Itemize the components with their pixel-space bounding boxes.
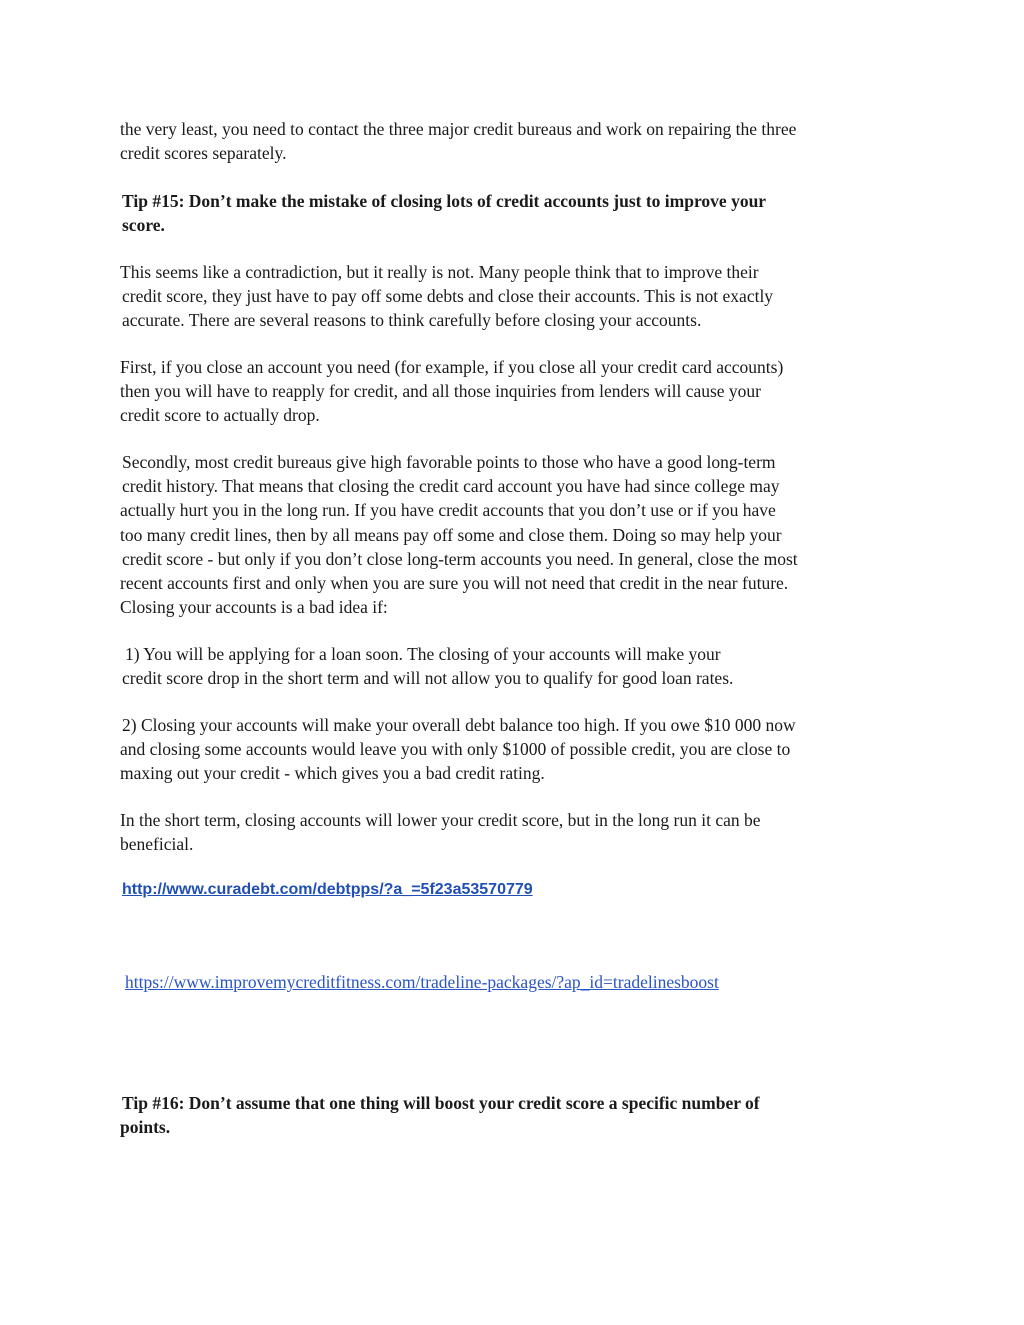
text-line: credit score, they just have to pay off some debts and close their accounts. This is not exactly [122,286,774,307]
text-line: In the short term, closing accounts will lower your credit score, but in the long run it can be [120,810,761,830]
list-item-1 [120,642,910,690]
list-item-2 [120,713,910,786]
paragraph-secondly [120,450,910,619]
heading-line: Tip #15: Don’t make the mistake of closing lots of credit accounts just to improve your [122,191,767,211]
text-line: 2) Closing your accounts will make your overall debt balance too high. If you owe $10 000 now [122,715,796,735]
paragraph-first [120,355,910,428]
text-line: the very least, you need to contact the three major credit bureaus and work on repairing the three [120,119,797,139]
text-line: recent accounts first and only when you are sure you will not need that credit in the near future. [120,573,789,594]
text-line: Secondly, most credit bureaus give high favorable points to those who have a good long-term [122,452,776,472]
tip15-heading [122,189,912,237]
intro-paragraph [120,117,910,165]
paragraph-contradiction [120,260,910,333]
text-line: This seems like a contradiction, but it really is not. Many people think that to improve their [120,262,759,282]
text-line: actually hurt you in the long run. If you have credit accounts that you don’t use or if you have [120,500,776,521]
improvemycreditfitness-link[interactable]: https://www.improvemycreditfitness.com/tradeline-packages/?ap_id=tradelinesboost [125,972,719,992]
text-line: and closing some accounts would leave you with only $1000 of possible credit, you are close to [120,739,791,760]
text-line: credit scores separately. [120,143,287,164]
text-line: Closing your accounts is a bad idea if: [120,597,388,618]
text-line: credit score - but only if you don’t close long-term accounts you need. In general, close the most [122,548,798,569]
text-line: credit history. That means that closing the credit card account you have had since college may [122,476,780,497]
text-line: too many credit lines, then by all means pay off some and close them. Doing so may help your [120,524,782,545]
curadebt-link[interactable]: http://www.curadebt.com/debtpps/?a_=5f23a53570779 [122,881,533,898]
text-line: credit score drop in the short term and will not allow you to qualify for good loan rates. [122,668,734,689]
heading-line: Tip #16: Don’t assume that one thing will boost your credit score a specific number of [122,1093,760,1113]
text-line: 1) You will be applying for a loan soon. The closing of your accounts will make your [125,644,721,664]
text-line: credit score to actually drop. [120,405,320,426]
text-line: First, if you close an account you need (for example, if you close all your credit card accounts) [120,357,784,377]
heading-line: points. [120,1117,171,1137]
heading-line: score. [122,215,165,235]
text-line: maxing out your credit - which gives you a bad credit rating. [120,763,545,784]
paragraph-short-term [120,808,910,856]
tip16-heading [120,1091,910,1139]
text-line: beneficial. [120,834,194,855]
text-line: then you will have to reapply for credit, and all those inquiries from lenders will cause your [120,381,761,402]
text-line: accurate. There are several reasons to think carefully before closing your accounts. [122,310,702,331]
